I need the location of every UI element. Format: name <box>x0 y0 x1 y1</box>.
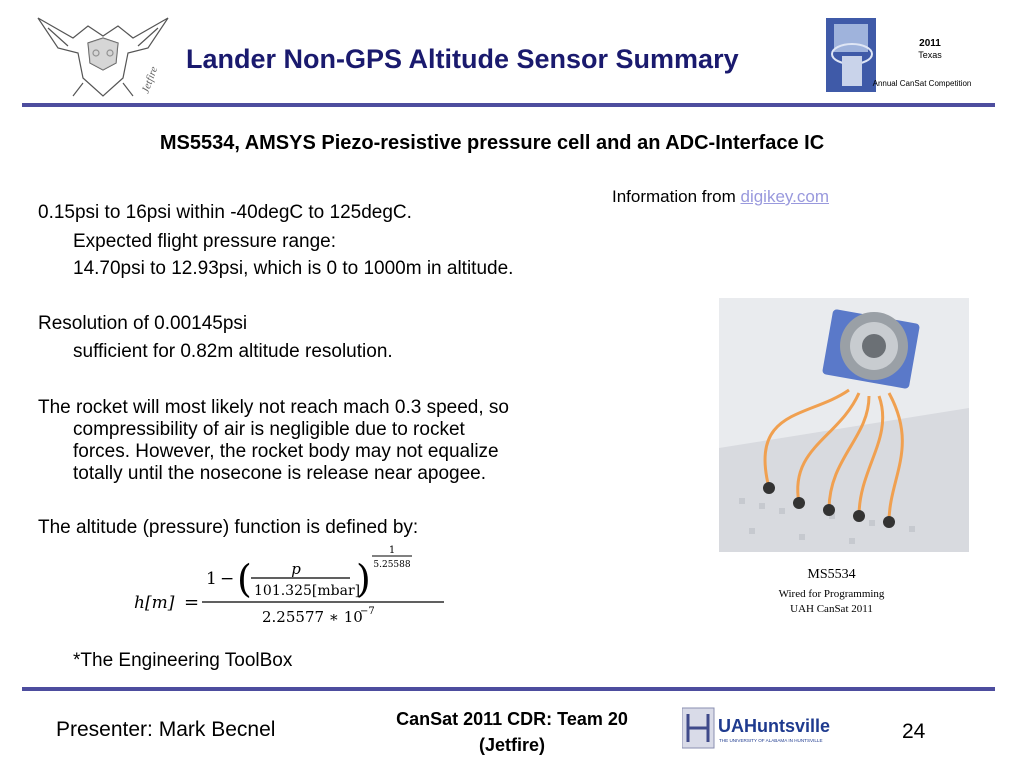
footer-team-info <box>354 706 670 758</box>
info-prefix: Information from <box>612 187 741 206</box>
footer-team-line1: CanSat 2011 CDR: Team 20 <box>396 709 628 729</box>
photo-caption-title: MS5534 <box>807 567 856 582</box>
formula-lhs: h[m] <box>134 593 175 613</box>
body-p3-line4: totally until the nosecone is release near apogee. <box>73 463 486 484</box>
formula-exp-den: 5.25588 <box>373 560 411 570</box>
footer-divider <box>22 687 995 691</box>
ms5534-sensor-photo-icon <box>719 298 969 552</box>
footer-team-line2: (Jetfire) <box>478 735 545 755</box>
logo-caption: Jetfire <box>139 64 161 96</box>
info-source <box>612 187 829 207</box>
body-p2-line1: Resolution of 0.00145psi <box>38 313 248 334</box>
page-title: Lander Non-GPS Altitude Sensor Summary <box>186 44 739 74</box>
body-p1-line3: 14.70psi to 12.93psi, which is 0 to 1000m in altitude. <box>73 258 514 279</box>
body-p2-line2: sufficient for 0.82m altitude resolution. <box>73 341 393 362</box>
body-p3-line1: The rocket will most likely not reach mach 0.3 speed, so <box>38 397 509 418</box>
svg-text:(: ( <box>237 557 252 601</box>
presenter-name: Presenter: Mark Becnel <box>56 718 276 741</box>
formula-denominator-exp: −7 <box>360 606 375 617</box>
uah-logo-icon <box>682 706 842 752</box>
logo-name: Annual CanSat Competition <box>872 79 972 88</box>
page-number: 24 <box>902 720 926 743</box>
formula-equals: = <box>184 592 200 613</box>
formula-p: p <box>291 560 301 578</box>
formula-exp-num: 1 <box>388 545 396 556</box>
photo-caption-line2: Wired for Programming <box>778 588 885 600</box>
digikey-link[interactable]: digikey.com <box>740 187 829 206</box>
altitude-formula <box>134 540 446 628</box>
cansat-competition-logo-icon <box>820 16 980 100</box>
body-p1-line1: 0.15psi to 16psi within -40degC to 125degC. <box>38 202 412 223</box>
uah-logo-subtext: THE UNIVERSITY OF ALABAMA IN HUNTSVILLE <box>719 738 823 743</box>
source-note: *The Engineering ToolBox <box>73 650 293 671</box>
formula-minus: − <box>220 569 235 589</box>
photo-caption-line3: UAH CanSat 2011 <box>790 603 873 615</box>
uah-logo-text: UAHuntsville <box>718 716 831 736</box>
body-p3-line3: forces. However, the rocket body may not equalize <box>73 441 499 462</box>
svg-text:): ) <box>356 557 371 601</box>
body-p4-line1: The altitude (pressure) function is defined by: <box>38 517 419 538</box>
formula-denominator: 2.25577 ∗ 10 <box>262 608 363 626</box>
logo-year: 2011 <box>919 38 941 49</box>
header-divider <box>22 103 995 107</box>
body-p3-line2: compressibility of air is negligible due to rocket <box>73 419 465 440</box>
formula-one: 1 <box>206 569 217 589</box>
slide-subtitle: MS5534, AMSYS Piezo-resistive pressure cell and an ADC-Interface IC <box>159 132 825 154</box>
body-p1-line2: Expected flight pressure range: <box>73 231 336 252</box>
jetfire-robot-logo-icon <box>28 8 178 100</box>
formula-pressure-ref: 101.325[mbar] <box>254 583 361 599</box>
logo-state: Texas <box>918 50 942 60</box>
